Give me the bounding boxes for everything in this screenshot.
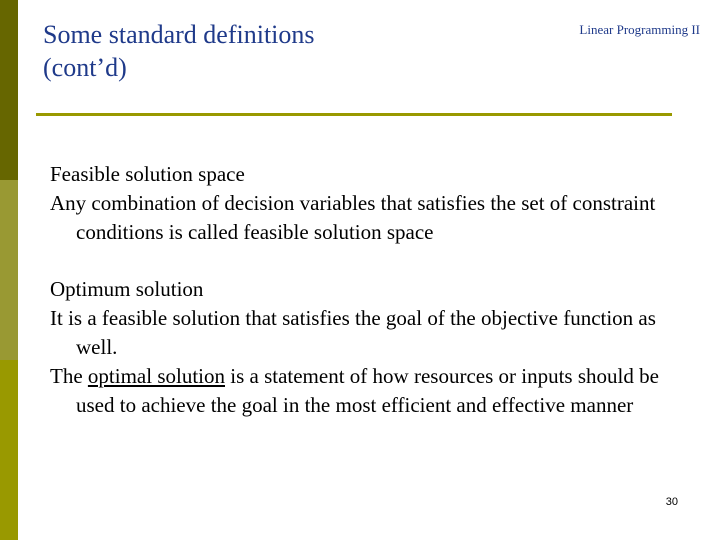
side-band-middle (0, 180, 18, 360)
page-number: 30 (665, 496, 678, 508)
section-optimum-solution (50, 275, 670, 420)
section-paragraph: Any combination of decision variables that satisfies the set of constraint conditions is called feasible solution space (50, 191, 656, 244)
section-heading: Feasible solution space (50, 162, 245, 186)
side-band-bottom (0, 360, 18, 540)
slide-body (50, 160, 670, 420)
statement-prefix: The (50, 364, 88, 388)
slide-title: Some standard definitions (cont’d) (43, 20, 315, 82)
section-heading: Optimum solution (50, 277, 204, 301)
optimal-solution-statement (50, 362, 670, 420)
title-rule (36, 113, 672, 116)
statement-suffix: is a statement of how resources or inputs should be used to achieve the goal in the most efficient and effective manner (76, 364, 659, 417)
section-paragraph: It is a feasible solution that satisfies the goal of the objective function as well. (50, 306, 656, 359)
header-label: Linear Programming II (579, 22, 700, 37)
side-band-top (0, 0, 18, 180)
section-feasible-solution-space (50, 160, 670, 247)
optimal-solution-term: optimal solution (87, 364, 225, 388)
